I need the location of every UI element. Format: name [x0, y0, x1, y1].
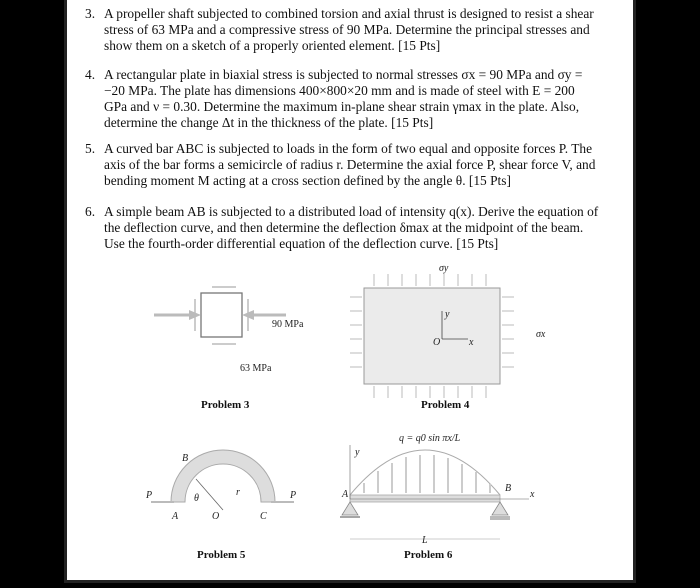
problem-text — [104, 6, 626, 54]
load-arrows — [364, 455, 490, 493]
beam — [350, 495, 500, 502]
label-90mpa: 90 MPa — [272, 319, 304, 330]
label-x: x — [530, 489, 535, 500]
roller-support-b — [492, 502, 508, 515]
label-b: B — [505, 483, 512, 494]
support-ground-b — [490, 516, 510, 520]
load-equation: q = q0 sin πx/L — [399, 433, 461, 444]
label-a: A — [342, 489, 349, 500]
problem-line: Use the fourth-order differential equation of the deflection curve. [15 Pts] — [104, 236, 499, 251]
label-63mpa: 63 MPa — [240, 363, 272, 374]
problem-6 — [85, 204, 625, 252]
axis-x-label: x — [469, 337, 474, 348]
figure-label-problem6: Problem 6 — [404, 549, 453, 561]
sigma-x-arrows-left — [350, 297, 362, 367]
problem3-figure — [154, 287, 304, 374]
label-b: B — [182, 453, 189, 464]
label-theta: θ — [194, 493, 199, 504]
figure-label-problem3: Problem 3 — [201, 399, 250, 411]
problem-line: show them on a sketch of a properly oriented element. [15 Pts] — [104, 38, 441, 53]
label-r: r — [236, 487, 240, 498]
problem-text — [104, 204, 626, 252]
problem-line: A rectangular plate in biaxial stress is subjected to normal stresses σx = 90 MPa and σy = — [104, 67, 583, 82]
pin-support-a — [342, 502, 358, 515]
label-p-right: P — [290, 490, 297, 501]
problem-text — [104, 141, 626, 189]
problem4-figure — [350, 263, 546, 398]
sigma-x-arrows-right — [502, 297, 514, 367]
sigma-y-arrows-top — [374, 274, 486, 286]
sigma-y-label: σy — [439, 263, 449, 274]
problem5-figure — [145, 450, 296, 522]
label-c: C — [260, 511, 267, 522]
problem-number: 6. — [85, 204, 96, 219]
problem-number: 4. — [85, 67, 96, 82]
label-a: A — [172, 511, 179, 522]
plate — [364, 288, 500, 384]
problem-line: GPa and ν = 0.30. Determine the maximum in-plane shear strain γmax in the plate. Also, — [104, 99, 580, 114]
label-y: y — [355, 447, 360, 458]
figure-label-problem4: Problem 4 — [421, 399, 470, 411]
sigma-y-arrows-bottom — [374, 386, 486, 398]
problem-line: A simple beam AB is subjected to a distributed load of intensity q(x). Derive the equation of — [104, 204, 599, 219]
label-l: L — [422, 535, 428, 546]
problem-line: A curved bar ABC is subjected to loads in the form of two equal and opposite forces P. The — [104, 141, 593, 156]
problem-line: axis of the bar forms a semicircle of radius r. Determine the axial force P, shear force V, and — [104, 157, 596, 172]
label-o: O — [212, 511, 220, 522]
problem-line: bending moment M acting at a cross section defined by the angle θ. [15 Pts] — [104, 173, 511, 188]
problem-line: determine the change Δt in the thickness of the plate. [15 Pts] — [104, 115, 434, 130]
problem-number: 3. — [85, 6, 96, 21]
problem-4 — [85, 67, 625, 131]
page-border-bottom — [64, 580, 636, 583]
problem-line: stress of 63 MPa and a compressive stress of 90 MPa. Determine the principal stresses and — [104, 22, 590, 37]
problem-line: −20 MPa. The plate has dimensions 400×800×20 mm and is made of steel with E = 200 — [104, 83, 575, 98]
problem-line: the deflection curve, and then determine the deflection δmax at the midpoint of the beam. — [104, 220, 584, 235]
label-p-left: P — [146, 490, 153, 501]
sigma-x-label: σx — [536, 329, 546, 340]
problem-3 — [85, 6, 625, 54]
problem-number: 5. — [85, 141, 96, 156]
problem6-figure — [340, 433, 535, 546]
origin-label: O — [433, 337, 441, 348]
radius-line — [196, 479, 223, 510]
figure-label-problem5: Problem 5 — [197, 549, 246, 561]
stress-element — [201, 293, 242, 337]
document-page — [64, 0, 636, 583]
problem-text — [104, 67, 626, 131]
problem-5 — [85, 141, 625, 189]
load-curve — [350, 450, 500, 495]
figures-svg — [64, 255, 636, 580]
axis-y-label: y — [445, 309, 450, 320]
problem-line: A propeller shaft subjected to combined torsion and axial thrust is designed to resist a shear — [104, 6, 594, 21]
